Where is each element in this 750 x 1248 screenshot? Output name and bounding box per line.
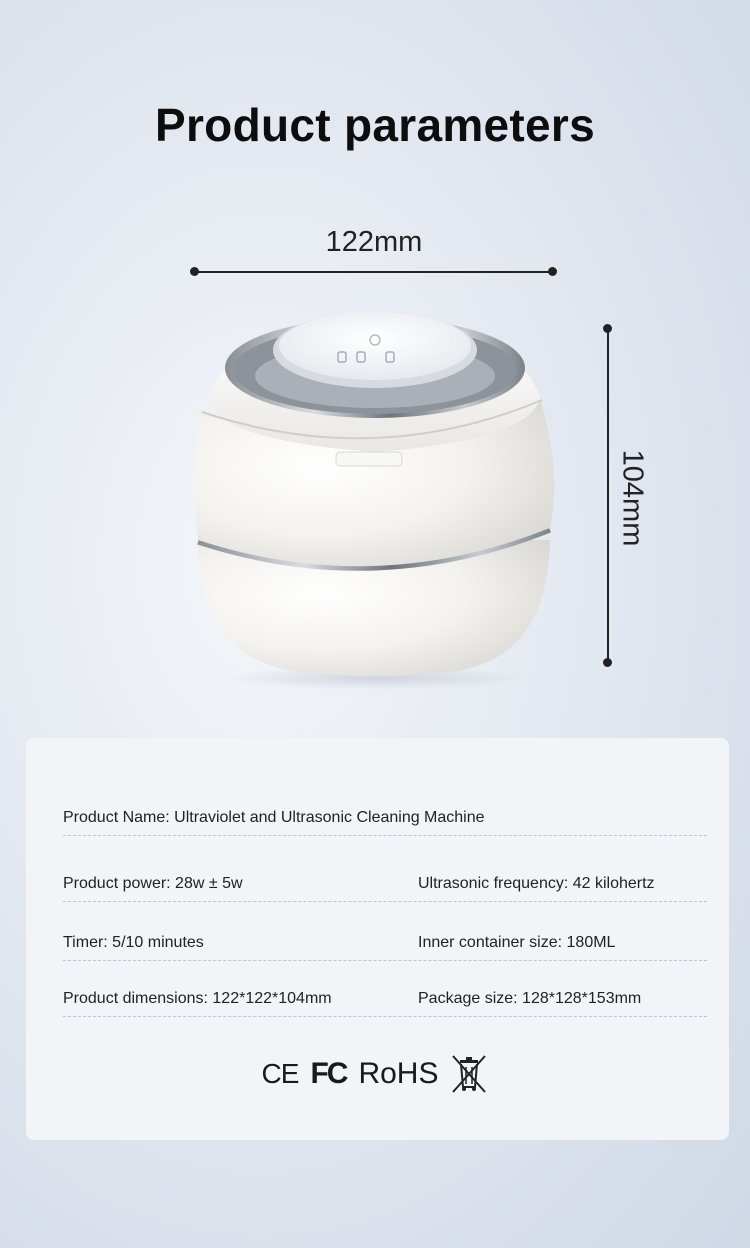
spec-row-power xyxy=(63,871,707,902)
spec-product-dimensions: Product dimensions: 122*122*104mm xyxy=(63,990,332,1007)
spec-product-power: Product power: 28w ± 5w xyxy=(63,875,243,892)
height-dimension-start-dot xyxy=(603,324,612,333)
spec-ultrasonic-frequency: Ultrasonic frequency: 42 kilohertz xyxy=(418,875,655,892)
rohs-mark: RoHS xyxy=(358,1057,439,1090)
page-title: Product parameters xyxy=(155,99,595,151)
width-dimension-line xyxy=(195,271,553,273)
spec-timer: Timer: 5/10 minutes xyxy=(63,934,204,951)
spec-row-timer xyxy=(63,930,707,961)
certification-logos xyxy=(0,1050,750,1098)
width-dimension-end-dot xyxy=(548,267,557,276)
spec-package-size: Package size: 128*128*153mm xyxy=(418,990,642,1007)
fcc-mark: FC xyxy=(310,1057,347,1090)
spec-inner-container: Inner container size: 180ML xyxy=(418,934,616,951)
crossed-out-bin-icon xyxy=(450,1054,488,1094)
height-dimension-end-dot xyxy=(603,658,612,667)
ce-mark: CE xyxy=(261,1058,299,1089)
spec-product-name: Product Name: Ultraviolet and Ultrasonic Cleaning Machine xyxy=(63,809,485,826)
height-dimension-label: 104mm xyxy=(616,449,649,547)
spec-row-dimensions xyxy=(63,986,707,1017)
width-dimension-label: 122mm xyxy=(325,226,423,258)
spec-row-name xyxy=(63,805,707,836)
height-dimension-line xyxy=(607,329,609,663)
width-dimension-start-dot xyxy=(190,267,199,276)
product-image xyxy=(190,300,560,690)
